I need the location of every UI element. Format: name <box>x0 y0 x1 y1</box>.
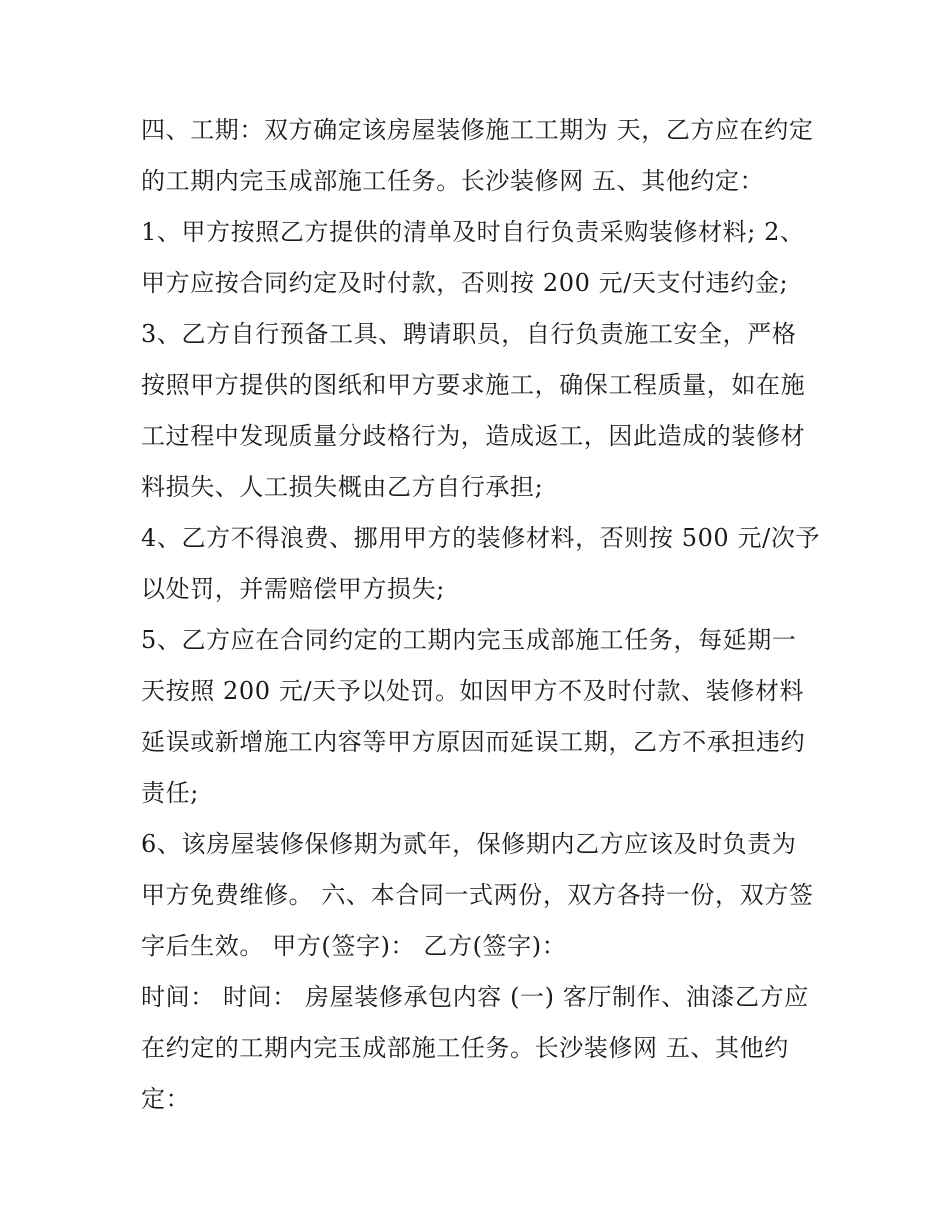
paragraph-clause-3: 3、乙方自行预备工具、聘请职员，自行负责施工安全，严格按照甲方提供的图纸和甲方要求施工，确保工程质量，如在施工过程中发现质量分歧格行为，造成返工，因此造成的装修材料损失、人工损失概由乙方自行承担; <box>141 320 806 501</box>
paragraph-time-contents: 时间： 时间： 房屋装修承包内容 (一) 客厅制作、油漆乙方应在约定的工期内完玉成部施工任务。长沙装修网 五、其他约定： <box>141 983 809 1113</box>
paragraph-construction-period: 四、工期：双方确定该房屋装修施工工期为 天，乙方应在约定的工期内完玉成部施工任务。长沙装修网 五、其他约定： <box>141 116 814 195</box>
paragraph-clause-5: 5、乙方应在合同约定的工期内完玉成部施工任务，每延期一天按照 200 元/天予以处罚。如因甲方不及时付款、装修材料延误或新增施工内容等甲方原因而延误工期，乙方不承担违约责任; <box>141 626 806 807</box>
paragraph-clause-1-2: 1、甲方按照乙方提供的清单及时自行负责采购装修材料; 2、甲方应按合同约定及时付款，否则按 200 元/天支付违约金; <box>141 218 805 297</box>
paragraph-clause-6-signatures: 6、该房屋装修保修期为贰年，保修期内乙方应该及时负责为甲方免费维修。 六、本合同一式两份，双方各持一份，双方签字后生效。 甲方(签字)： 乙方(签字)： <box>141 830 814 960</box>
document-body <box>141 105 821 1125</box>
paragraph-clause-4: 4、乙方不得浪费、挪用甲方的装修材料，否则按 500 元/次予以处罚，并需赔偿甲方损失; <box>141 524 821 603</box>
